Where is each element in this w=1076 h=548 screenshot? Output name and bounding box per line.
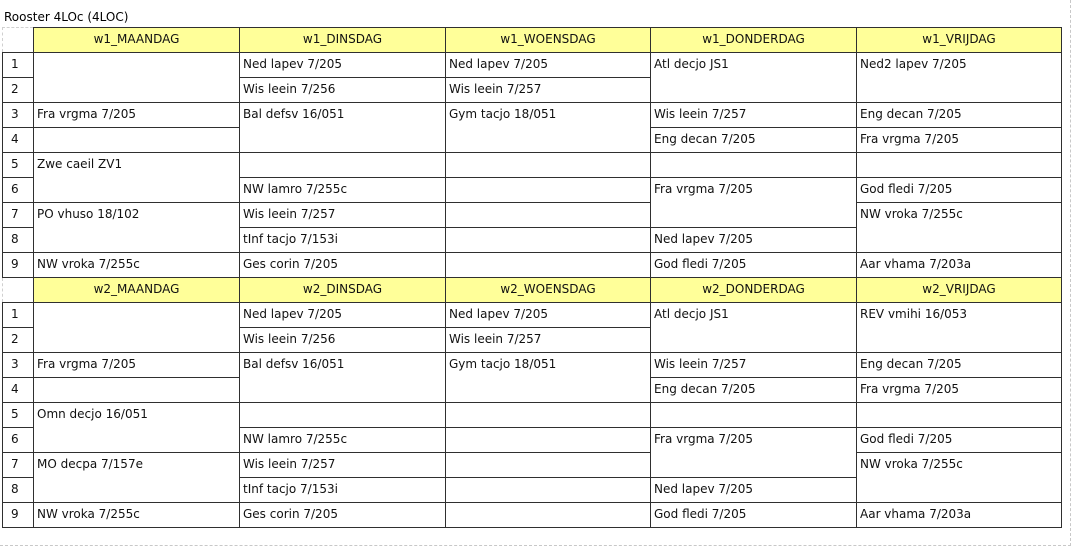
lesson-cell[interactable]: Fra vrgma 7/205 <box>34 353 240 378</box>
lesson-cell[interactable] <box>446 253 651 278</box>
lesson-cell[interactable]: Fra vrgma 7/205 <box>857 128 1062 153</box>
lesson-cell[interactable]: Atl decjo JS1 <box>651 53 857 103</box>
lesson-cell[interactable] <box>240 403 446 428</box>
lesson-row <box>3 303 1062 328</box>
lesson-row <box>3 253 1062 278</box>
week-header-row <box>3 28 1062 53</box>
lesson-cell[interactable]: Ges corin 7/205 <box>240 253 446 278</box>
lesson-cell[interactable]: Eng decan 7/205 <box>651 128 857 153</box>
lesson-row <box>3 503 1062 528</box>
lesson-cell[interactable] <box>34 303 240 353</box>
lesson-cell[interactable]: Ned lapev 7/205 <box>446 303 651 328</box>
lesson-cell[interactable]: Bal defsv 16/051 <box>240 103 446 153</box>
lesson-cell[interactable]: Ned lapev 7/205 <box>651 228 857 253</box>
lesson-cell[interactable]: NW vroka 7/255c <box>857 203 1062 253</box>
lesson-cell[interactable] <box>446 228 651 253</box>
lesson-row <box>3 103 1062 128</box>
hour-number: 7 <box>3 203 34 228</box>
lesson-row <box>3 453 1062 478</box>
day-header: w2_VRIJDAG <box>857 278 1062 303</box>
lesson-cell[interactable]: PO vhuso 18/102 <box>34 203 240 253</box>
lesson-cell[interactable] <box>446 203 651 228</box>
lesson-cell[interactable] <box>34 378 240 403</box>
lesson-cell[interactable]: NW lamro 7/255c <box>240 178 446 203</box>
lesson-cell[interactable]: NW vroka 7/255c <box>857 453 1062 503</box>
hour-number: 6 <box>3 428 34 453</box>
lesson-cell[interactable]: Omn decjo 16/051 <box>34 403 240 453</box>
lesson-cell[interactable]: Gym tacjo 18/051 <box>446 103 651 153</box>
hour-number: 5 <box>3 153 34 178</box>
lesson-cell[interactable]: Fra vrgma 7/205 <box>857 378 1062 403</box>
lesson-cell[interactable]: MO decpa 7/157e <box>34 453 240 503</box>
lesson-row <box>3 53 1062 78</box>
lesson-cell[interactable]: NW vroka 7/255c <box>34 253 240 278</box>
hour-number: 5 <box>3 403 34 428</box>
corner-cell <box>3 28 34 53</box>
lesson-cell[interactable] <box>857 153 1062 178</box>
lesson-cell[interactable]: Wis leein 7/256 <box>240 328 446 353</box>
lesson-cell[interactable] <box>446 478 651 503</box>
lesson-cell[interactable]: Ned lapev 7/205 <box>240 303 446 328</box>
lesson-cell[interactable]: Eng decan 7/205 <box>857 353 1062 378</box>
lesson-cell[interactable]: Wis leein 7/257 <box>651 103 857 128</box>
lesson-cell[interactable]: Wis leein 7/257 <box>240 203 446 228</box>
lesson-cell[interactable] <box>34 128 240 153</box>
lesson-cell[interactable] <box>446 428 651 453</box>
lesson-cell[interactable]: God fledi 7/205 <box>651 503 857 528</box>
week-header-row <box>3 278 1062 303</box>
hour-number: 1 <box>3 303 34 328</box>
lesson-cell[interactable] <box>446 403 651 428</box>
lesson-cell[interactable] <box>446 178 651 203</box>
day-header: w1_MAANDAG <box>34 28 240 53</box>
lesson-cell[interactable]: Fra vrgma 7/205 <box>651 428 857 478</box>
lesson-cell[interactable]: Ned lapev 7/205 <box>446 53 651 78</box>
lesson-cell[interactable]: tInf tacjo 7/153i <box>240 478 446 503</box>
lesson-row <box>3 153 1062 178</box>
lesson-cell[interactable]: Wis leein 7/257 <box>651 353 857 378</box>
lesson-cell[interactable]: God fledi 7/205 <box>651 253 857 278</box>
lesson-cell[interactable]: Bal defsv 16/051 <box>240 353 446 403</box>
hour-number: 2 <box>3 78 34 103</box>
hour-number: 3 <box>3 103 34 128</box>
lesson-cell[interactable]: Wis leein 7/256 <box>240 78 446 103</box>
lesson-cell[interactable]: Ned2 lapev 7/205 <box>857 53 1062 103</box>
lesson-cell[interactable] <box>651 403 857 428</box>
lesson-cell[interactable]: tInf tacjo 7/153i <box>240 228 446 253</box>
lesson-cell[interactable]: Zwe caeil ZV1 <box>34 153 240 203</box>
day-header: w2_DONDERDAG <box>651 278 857 303</box>
day-header: w2_WOENSDAG <box>446 278 651 303</box>
lesson-cell[interactable] <box>857 403 1062 428</box>
hour-number: 8 <box>3 228 34 253</box>
lesson-cell[interactable]: REV vmihi 16/053 <box>857 303 1062 353</box>
lesson-cell[interactable]: Wis leein 7/257 <box>446 328 651 353</box>
corner-cell <box>3 278 34 303</box>
lesson-cell[interactable] <box>34 53 240 103</box>
day-header: w1_DONDERDAG <box>651 28 857 53</box>
hour-number: 7 <box>3 453 34 478</box>
lesson-cell[interactable]: Ges corin 7/205 <box>240 503 446 528</box>
lesson-cell[interactable]: NW vroka 7/255c <box>34 503 240 528</box>
day-header: w2_MAANDAG <box>34 278 240 303</box>
hour-number: 9 <box>3 253 34 278</box>
lesson-cell[interactable]: Ned lapev 7/205 <box>651 478 857 503</box>
hour-number: 9 <box>3 503 34 528</box>
lesson-cell[interactable]: God fledi 7/205 <box>857 178 1062 203</box>
lesson-cell[interactable]: Ned lapev 7/205 <box>240 53 446 78</box>
hour-number: 6 <box>3 178 34 203</box>
day-header: w1_WOENSDAG <box>446 28 651 53</box>
day-header: w1_VRIJDAG <box>857 28 1062 53</box>
lesson-cell[interactable] <box>240 153 446 178</box>
hour-number: 3 <box>3 353 34 378</box>
hour-number: 1 <box>3 53 34 78</box>
lesson-cell[interactable]: Aar vhama 7/203a <box>857 503 1062 528</box>
lesson-cell[interactable]: Eng decan 7/205 <box>651 378 857 403</box>
lesson-cell[interactable]: Fra vrgma 7/205 <box>34 103 240 128</box>
lesson-cell[interactable] <box>651 153 857 178</box>
hour-number: 4 <box>3 128 34 153</box>
lesson-cell[interactable]: Atl decjo JS1 <box>651 303 857 353</box>
lesson-cell[interactable]: NW lamro 7/255c <box>240 428 446 453</box>
lesson-cell[interactable]: Eng decan 7/205 <box>857 103 1062 128</box>
schedule-title: Rooster 4LOc (4LOC) <box>4 10 129 24</box>
lesson-cell[interactable]: Gym tacjo 18/051 <box>446 353 651 403</box>
lesson-cell[interactable]: Wis leein 7/257 <box>446 78 651 103</box>
day-header: w2_DINSDAG <box>240 278 446 303</box>
hour-number: 8 <box>3 478 34 503</box>
lesson-row <box>3 403 1062 428</box>
lesson-cell[interactable] <box>446 153 651 178</box>
hour-number: 2 <box>3 328 34 353</box>
lesson-cell[interactable]: God fledi 7/205 <box>857 428 1062 453</box>
schedule-table <box>2 27 1062 528</box>
lesson-row <box>3 203 1062 228</box>
lesson-cell[interactable]: Aar vhama 7/203a <box>857 253 1062 278</box>
day-header: w1_DINSDAG <box>240 28 446 53</box>
lesson-cell[interactable]: Wis leein 7/257 <box>240 453 446 478</box>
lesson-cell[interactable]: Fra vrgma 7/205 <box>651 178 857 228</box>
lesson-cell[interactable] <box>446 503 651 528</box>
lesson-row <box>3 353 1062 378</box>
lesson-cell[interactable] <box>446 453 651 478</box>
hour-number: 4 <box>3 378 34 403</box>
